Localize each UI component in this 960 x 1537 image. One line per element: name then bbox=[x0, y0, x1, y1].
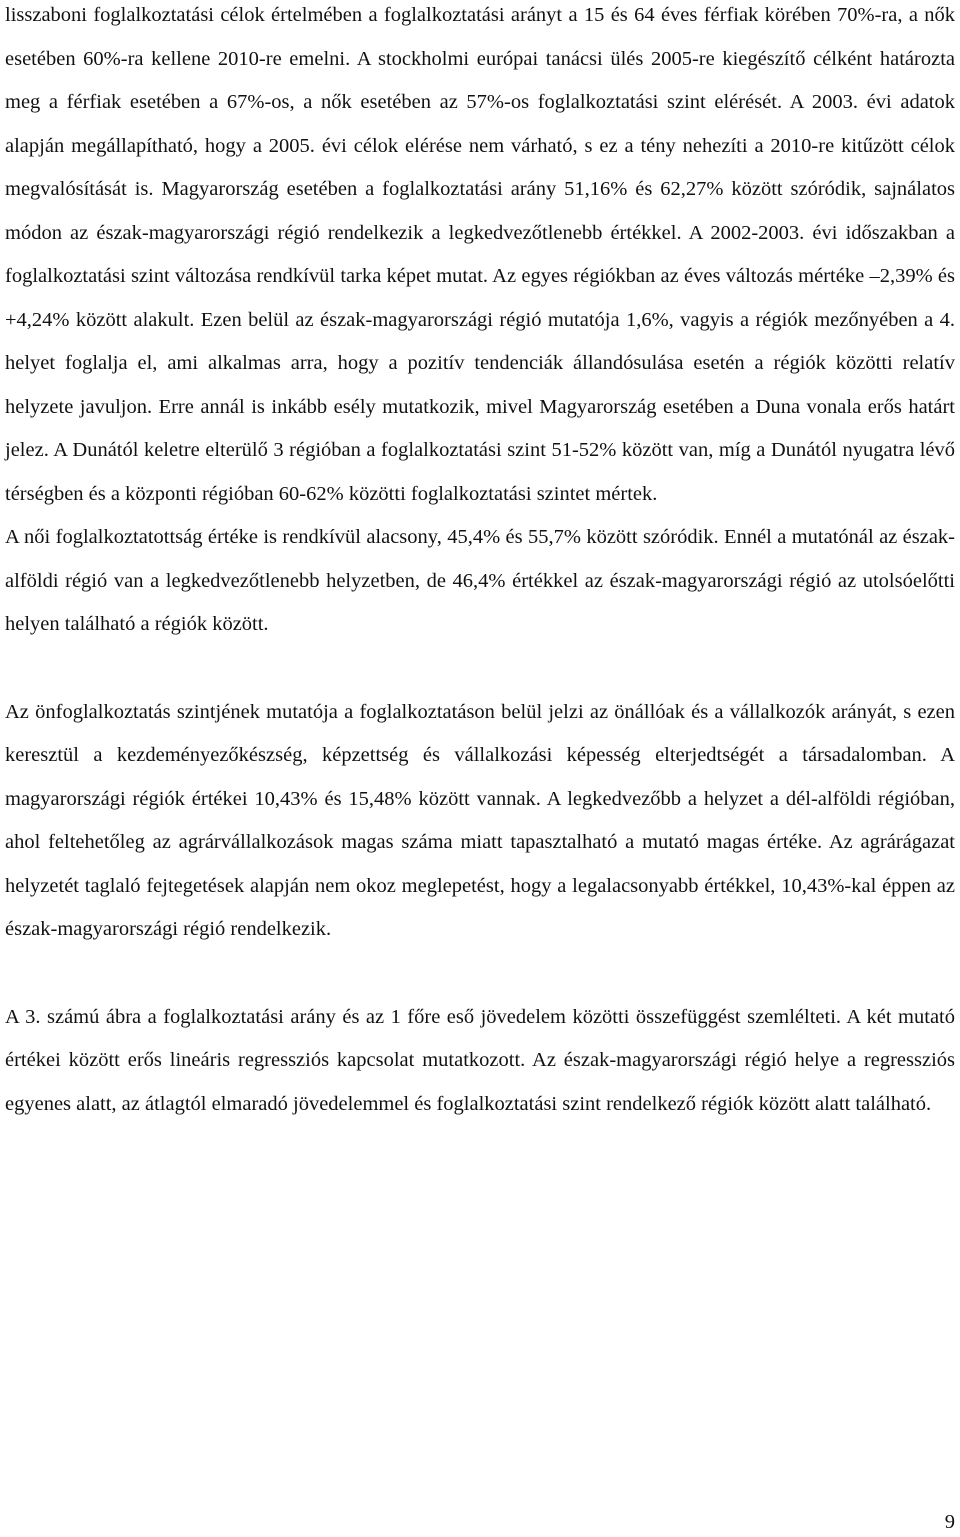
paragraph-figure-reference: A 3. számú ábra a foglalkoztatási arány és az 1 főre eső jövedelem közötti összefüggést szemlélteti. A két mutató értékei között erős lineáris regressziós kapcsolat mutatkozott. Az észak-magyarországi régió helye a regressziós egyenes alatt, az átlagtól elmaradó jövedelemmel és foglalkoztatási szint rendelkező régiók között alatt található. bbox=[5, 1005, 955, 1115]
page-number: 9 bbox=[944, 1511, 955, 1533]
paragraph-self-employment: Az önfoglalkoztatás szintjének mutatója a foglalkoztatáson belül jelzi az önállóak és a vállalkozók arányát, s ezen keresztül a kezdeményezőkészség, képzettség és vállalkozási képesség elterjedtségét a társadalomban. A magyarországi régiók értékei 10,43% és 15,48% között vannak. A legkedvezőbb a helyzet a dél-alföldi régióban, ahol feltehetőleg az agrárvállalkozások magas száma miatt tapasztalható a mutató magas értéke. Az agrárágazat helyzetét taglaló fejtegetések alapján nem okoz meglepetést, hogy a legalacsonyabb értékkel, 10,43%-kal éppen az észak-magyarországi régió rendelkezik. bbox=[5, 700, 955, 940]
paragraph-employment-targets: lisszaboni foglalkoztatási célok értelmében a foglalkoztatási arányt a 15 és 64 éves férfiak körében 70%-ra, a nők esetében 60%-ra kellene 2010-re emelni. A stockholmi európai tanácsi ülés 2005-re kiegészítő célként határozta meg a férfiak esetében a 67%-os, a nők esetében az 57%-os foglalkoztatási szint elérését. A 2003. évi adatok alapján megállapítható, hogy a 2005. évi célok elérése nem várható, s ez a tény nehezíti a 2010-re kitűzött célok megvalósítását is. Magyarország esetében a foglalkoztatási arány 51,16% és 62,27% között szóródik, sajnálatos módon az észak-magyarországi régió rendelkezik a legkedvezőtlenebb értékkel. A 2002-2003. évi időszakban a foglalkoztatási szint változása rendkívül tarka képet mutat. Az egyes régiókban az éves változás mértéke –2,39% és +4,24% között alakult. Ezen belül az észak-magyarországi régió mutatója 1,6%, vagyis a régiók mezőnyében a 4. helyet foglalja el, ami alkalmas arra, hogy a pozitív tendenciák állandósulása esetén a régiók közötti relatív helyzete javuljon. Erre annál is inkább esély mutatkozik, mivel Magyarország esetében a Duna vonala erős határt jelez. A Dunától keletre elterülő 3 régióban a foglalkoztatási szint 51-52% között van, míg a Dunától nyugatra lévő térségben és a központi régióban 60-62% közötti foglalkoztatási szintet mértek. bbox=[5, 4, 955, 505]
paragraph-female-employment: A női foglalkoztatottság értéke is rendkívül alacsony, 45,4% és 55,7% között szóródik. Ennél a mutatónál az észak-alföldi régió van a legkedvezőtlenebb helyzetben, de 46,4% értékkel az észak-magyarországi régió az utolsóelőtti helyen található a régiók között. bbox=[5, 526, 955, 635]
document-page bbox=[5, 0, 955, 1126]
